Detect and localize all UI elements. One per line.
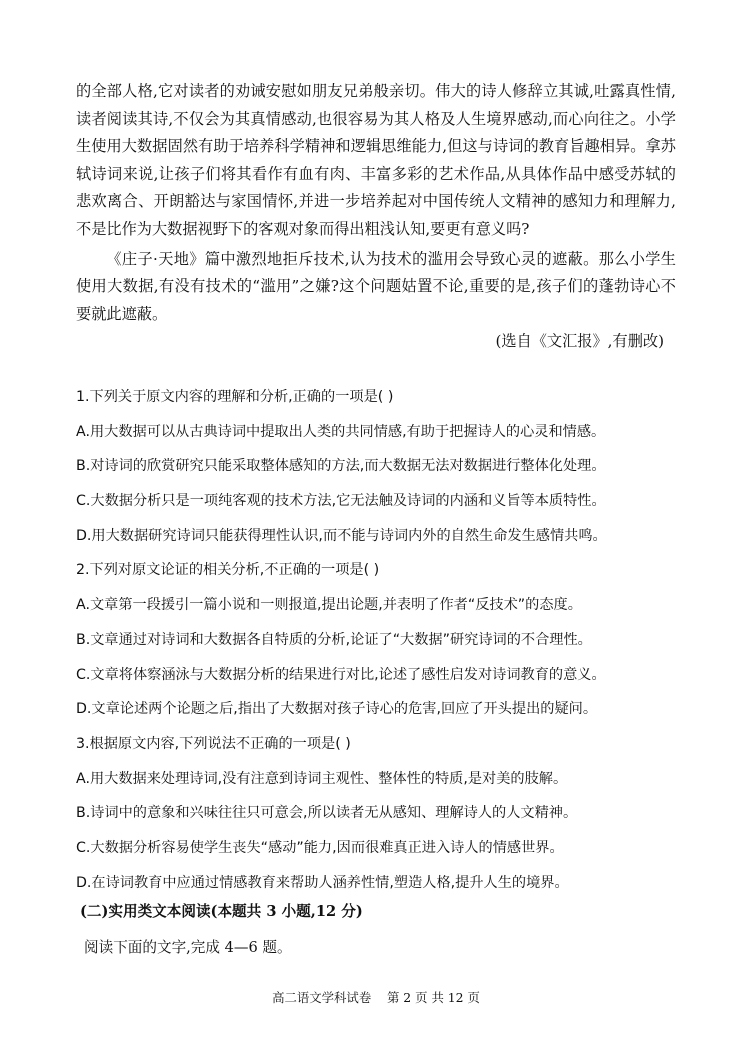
- source-citation: (选自《文汇报》,有删改): [495, 332, 664, 351]
- passage-paragraph-2-text: 《庄子·天地》篇中激烈地拒斥技术,认为技术的滥用会导致心灵的遮蔽。那么小学生使用大数据,有没有技术的“滥用”之嫌?这个问题姑置不论,重要的是,孩子们的蓬勃诗心不要就此遮蔽。: [76, 249, 676, 323]
- reading-passage: [76, 78, 676, 356]
- section-instruction: 阅读下面的文字,完成 4—6 题。: [84, 939, 292, 956]
- question-1-option-d: D.用大数据研究诗词只能获得理性认识,而不能与诗词内外的自然生命发生感情共鸣。: [76, 527, 607, 544]
- question-2-option-a: A.文章第一段援引一篇小说和一则报道,提出论题,并表明了作者“反技术”的态度。: [76, 597, 582, 614]
- question-2-stem: 2.下列对原文论证的相关分析,不正确的一项是( ): [76, 562, 380, 579]
- question-1-stem: 1.下列关于原文内容的理解和分析,正确的一项是( ): [76, 389, 394, 405]
- question-list: [76, 385, 686, 905]
- passage-paragraph-1: 的全部人格,它对读者的劝诫安慰如朋友兄弟般亲切。伟大的诗人修辞立其诚,吐露真性情,读者阅读其诗,不仅会为其真情感动,也很容易为其人格及人生境界感动,而心向往之。小学生使用大数据固然有助于培养科学精神和逻辑思维能力,但这与诗词的教育旨趣相异。拿苏轼诗词来说,让孩子们将其看作有血有肉、丰富多彩的艺术作品,从具体作品中感受苏轼的悲欢离合、开朗豁达与家国情怀,并进一步培养起对中国传统人文精神的感知力和理解力,不是比作为大数据视野下的客观对象而得出粗浅认知,要更有意义吗?: [76, 82, 676, 238]
- question-2-option-d: D.文章论述两个论题之后,指出了大数据对孩子诗心的危害,回应了开头提出的疑问。: [76, 701, 598, 718]
- question-1-option-c: C.大数据分析只是一项纯客观的技术方法,它无法触及诗词的内涵和义旨等本质特性。: [76, 493, 606, 510]
- question-3-option-b: B.诗词中的意象和兴味往往只可意会,所以读者无从感知、理解诗人的人文精神。: [76, 805, 578, 822]
- question-3-option-d: D.在诗词教育中应通过情感教育来帮助人涵养性情,塑造人格,提升人生的境界。: [76, 874, 569, 891]
- page-footer: 高二语文学科试卷 第 2 页 共 12 页: [272, 990, 480, 1005]
- question-2-option-c: C.文章将体察涵泳与大数据分析的结果进行对比,论述了感性启发对诗词教育的意义。: [76, 666, 606, 683]
- passage-paragraph-2: [76, 246, 676, 329]
- question-2-option-b: B.文章通过对诗词和大数据各自特质的分析,论证了“大数据”研究诗词的不合理性。: [76, 631, 592, 648]
- section-heading: (二)实用类文本阅读(本题共 3 小题,12 分): [80, 903, 363, 920]
- question-3-stem: 3.根据原文内容,下列说法不正确的一项是( ): [76, 735, 351, 752]
- question-1-option-b: B.对诗词的欣赏研究只能采取整体感知的方法,而大数据无法对数据进行整体化处理。: [76, 458, 606, 475]
- question-3-option-c: C.大数据分析容易使学生丧失“感动”能力,因而很难真正进入诗人的情感世界。: [76, 839, 564, 856]
- source-line: [76, 328, 676, 356]
- question-1-option-a: A.用大数据可以从古典诗词中提取出人类的共同情感,有助于把握诗人的心灵和情感。: [76, 423, 606, 440]
- question-3-option-a: A.用大数据来处理诗词,没有注意到诗词主观性、整体性的特质,是对美的肢解。: [76, 770, 568, 787]
